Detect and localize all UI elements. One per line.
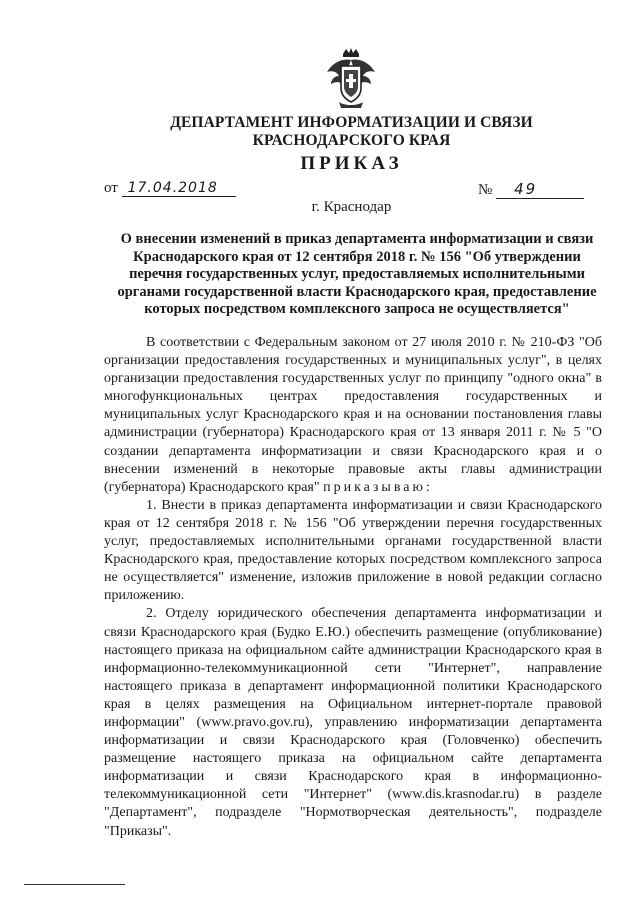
paragraph-item-1: 1. Внести в приказ департамента информатизации и связи Краснодарского края от 12 сентября 2018 г. № 156 "Об утверждении перечня государственных услуг, предоставляемых исполнительными органами государственной власти Краснодарского края, предоставление которых посредством комплексного запроса не осуществляется" изменение, изложив приложение в новой редакции согласно приложению. (104, 497, 602, 604)
coat-of-arms-icon (325, 48, 377, 110)
department-name-line1: ДЕПАРТАМЕНТ ИНФОРМАТИЗАЦИИ И СВЯЗИ (170, 114, 533, 131)
number-handwritten: 49 (496, 180, 584, 199)
subject-line: которых посредством комплексного запроса не осуществляется" (144, 301, 570, 318)
subject-line: перечня государственных услуг, предоставляемых исполнительными (129, 266, 585, 283)
subject-line: О внесении изменений в приказ департамента информатизации и связи (120, 231, 594, 247)
subject-line: Краснодарского края от 12 сентября 2018 г. № 156 "Об утверждении (133, 248, 581, 265)
subject-line: органами государственной власти Краснодарского края, предоставление (117, 283, 597, 300)
number-prefix: № (478, 182, 493, 198)
decree-word: приказываю: (323, 479, 433, 495)
order-date (104, 180, 236, 197)
date-handwritten: 17.04.2018 (122, 180, 236, 197)
paragraph-intro (104, 334, 602, 497)
order-subject (112, 231, 602, 319)
paragraph-item-2: 2. Отделу юридического обеспечения департамента информатизации и связи Краснодарского края (Будко Е.Ю.) обеспечить размещение (опубликование) настоящего приказа на официальном сайте администрации Краснодарского края в информационно-телекоммуникационной сети "Интернет", направление настоящего приказа в департамент информационной политики Краснодарского края в целях размещения на Официальном интернет-портале правовой информации" (www.pravo.gov.ru), управлению информатизации департамента информатизации и связи Краснодарского края (Головченко) обеспечить размещение настоящего приказа на официальном сайте департамента информатизации и связи Краснодарского края в информационно-телекоммуникационной сети "Интернет" (www.dis.krasnodar.ru) в разделе "Департамент", подразделе "Нормотворческая деятельность", подразделе "Приказы". (104, 606, 602, 839)
department-name-line2: КРАСНОДАРСКОГО КРАЯ (252, 132, 451, 149)
order-title: ПРИКАЗ (300, 153, 403, 174)
order-number (478, 180, 584, 199)
intro-text: В соответствии с Федеральным законом от 27 июля 2010 г. № 210-ФЗ "Об организации предоставления государственных и муниципальных услуг", в целях организации предоставления государственных услуг по принципу "одного окна" в многофункциональных центрах предоставления государственных и муниципальных услуг Краснодарского края и на основании постановления главы администрации (губернатора) Краснодарского края от 13 января 2011 г. № 5 "О создании департамента информатизации и связи Краснодарского края и о внесении изменений в некоторые правовые акты главы администрации (губернатора) Краснодарского края" (104, 335, 602, 495)
date-prefix: от (104, 180, 118, 196)
city: г. Краснодар (311, 199, 392, 215)
order-body (104, 334, 602, 841)
footnote-separator (24, 884, 125, 885)
